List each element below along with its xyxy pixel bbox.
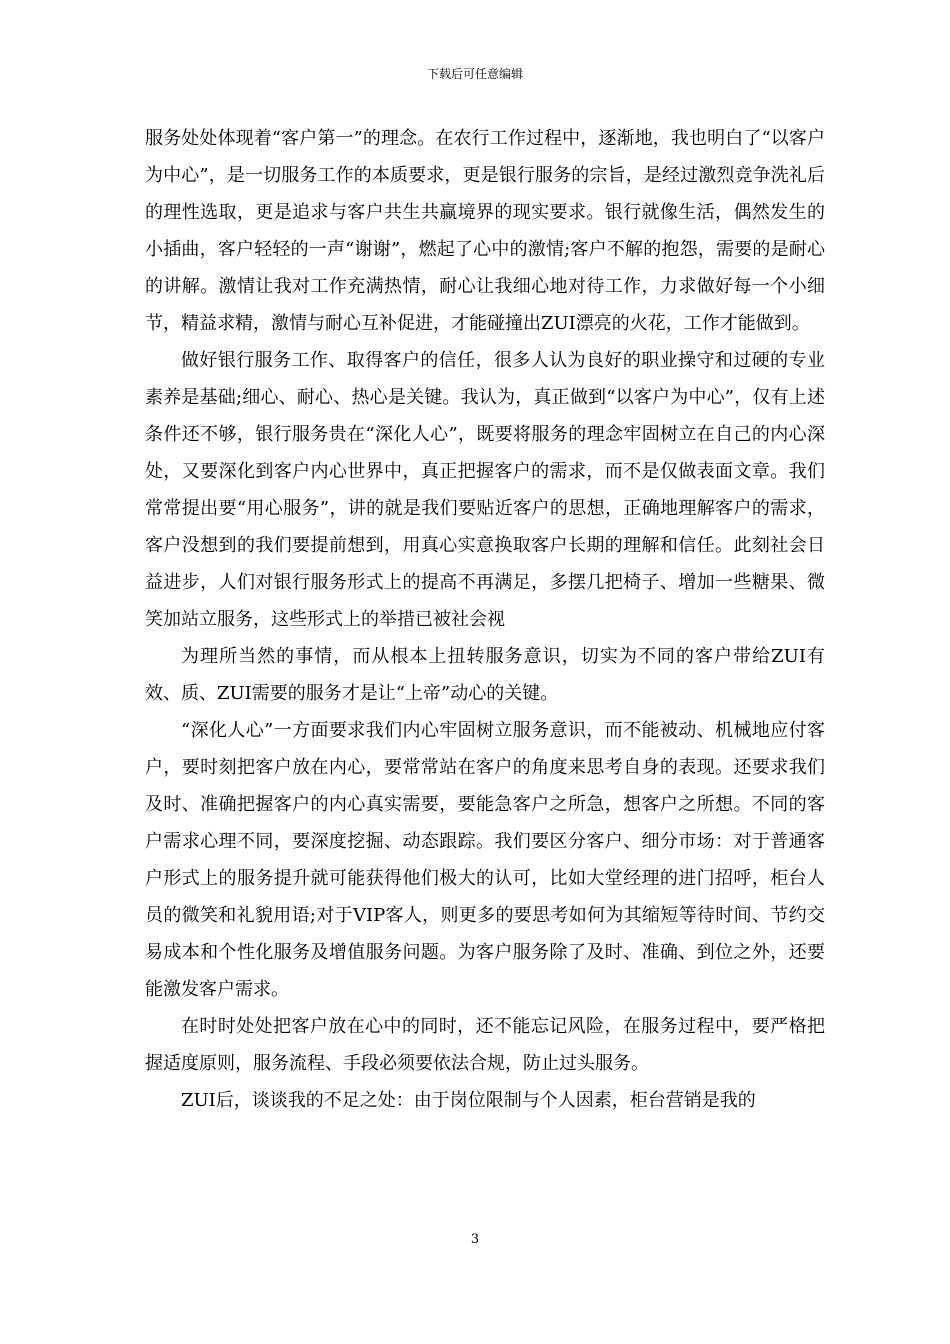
page-number: 3 xyxy=(470,1232,480,1247)
paragraph-6: ZUI后，谈谈我的不足之处：由于岗位限制与个人因素，柜台营销是我的 xyxy=(181,1090,756,1111)
paragraph-1: 服务处处体现着“客户第一”的理念。在农行工作过程中，逐渐地，我也明白了“以客户为中心”，是一切服务工作的本质要求，更是银行服务的宗旨，是经过激烈竞争洗礼后的理性选取，更是追求与客户共生共赢境界的现实要求。银行就像生活，偶然发生的小插曲，客户轻轻的一声“谢谢”，燃起了心中的激情;客户不解的抱怨，需要的是耐心的讲解。激情让我对工作充满热情，耐心让我细心地对待工作，力求做好每一个小细节，精益求精，激情与耐心互补促进，才能碰撞出ZUI漂亮的火花，工作才能做到。 xyxy=(145,128,825,334)
page-header: 下载后可任意编辑 xyxy=(426,67,523,81)
paragraph-4: “深化人心”一方面要求我们内心牢固树立服务意识，而不能被动、机械地应付客户，要时刻把客户放在内心，要常常站在客户的角度来思考自身的表现。还要求我们及时、准确把握客户的内心真实需要，要能急客户之所急，想客户之所想。不同的客户需求心理不同，要深度挖掘、动态跟踪。我们要区分客户、细分市场：对于普通客户形式上的服务提升就可能获得他们极大的认可，比如大堂经理的进门招呼，柜台人员的微笑和礼貌用语;对于VIP客人，则更多的要思考如何为其缩短等待时间、节约交易成本和个性化服务及增值服务问题。为客户服务除了及时、准确、到位之外，还要能激发客户需求。 xyxy=(145,720,825,1000)
document-body xyxy=(145,120,825,1119)
paragraph-5: 在时时处处把客户放在心中的同时，还不能忘记风险，在服务过程中，要严格把握适度原则，服务流程、手段必须要依法合规，防止过头服务。 xyxy=(145,1016,825,1074)
paragraph-3: 为理所当然的事情，而从根本上扭转服务意识，切实为不同的客户带给ZUI有效、质、ZUI需要的服务才是让“上帝”动心的关键。 xyxy=(145,646,825,704)
paragraph-2: 做好银行服务工作、取得客户的信任，很多人认为良好的职业操守和过硬的专业素养是基础;细心、耐心、热心是关键。我认为，真正做到“以客户为中心”，仅有上述条件还不够，银行服务贵在“深化人心”，既要将服务的理念牢固树立在自己的内心深处，又要深化到客户内心世界中，真正把握客户的需求，而不是仅做表面文章。我们常常提出要“用心服务”，讲的就是我们要贴近客户的思想，正确地理解客户的需求，客户没想到的我们要提前想到，用真心实意换取客户长期的理解和信任。此刻社会日益进步，人们对银行服务形式上的提高不再满足，多摆几把椅子、增加一些糖果、微笑加站立服务，这些形式上的举措已被社会视 xyxy=(145,350,825,630)
